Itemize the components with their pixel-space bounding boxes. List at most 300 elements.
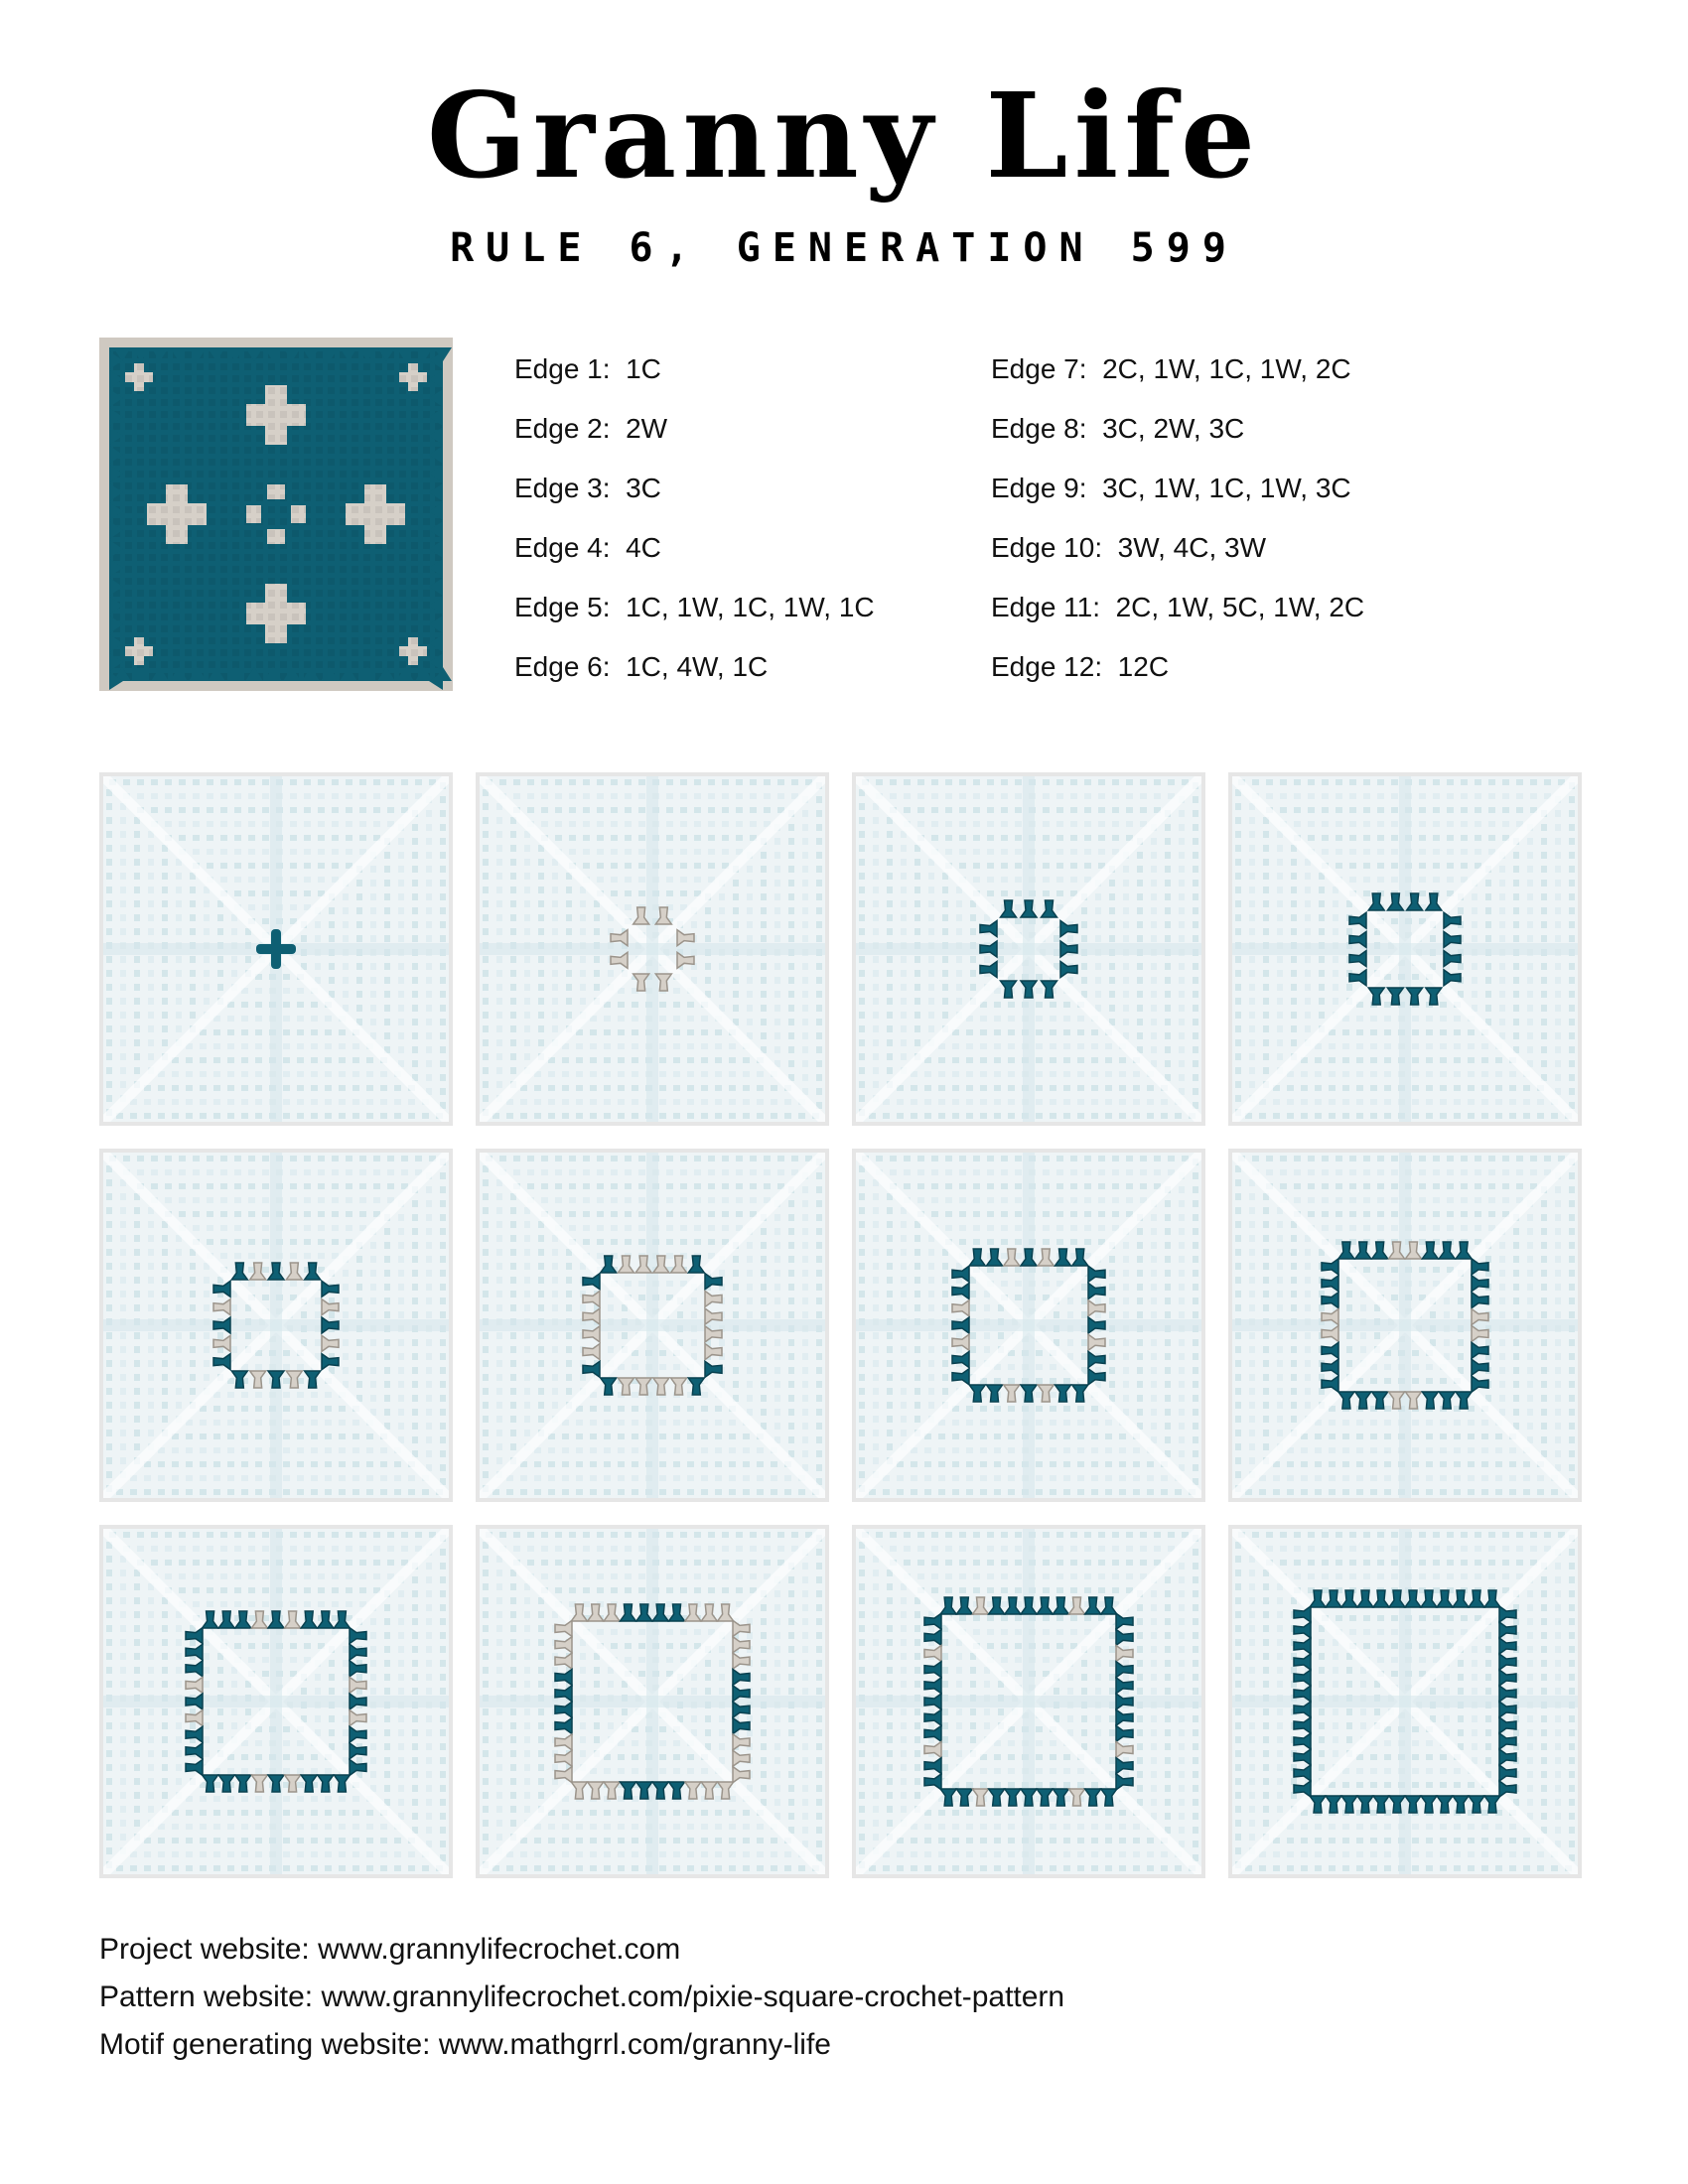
yarn-texture [256, 447, 263, 454]
yarn-texture [209, 387, 215, 394]
yarn-texture [125, 518, 132, 525]
yarn-texture [244, 399, 251, 406]
yarn-texture [304, 566, 311, 573]
yarn-texture [280, 423, 287, 430]
yarn-texture [399, 387, 406, 394]
yarn-texture [304, 602, 311, 609]
yarn-texture [256, 637, 263, 644]
yarn-texture [363, 614, 370, 620]
yarn-texture [340, 506, 347, 513]
yarn-texture [411, 530, 418, 537]
yarn-texture [113, 423, 120, 430]
yarn-texture [316, 649, 323, 656]
yarn-texture [125, 459, 132, 466]
motif-website-link[interactable]: Motif generating website: www.mathgrrl.com/granny-life [99, 2028, 831, 2061]
yarn-texture [125, 399, 132, 406]
yarn-texture [316, 518, 323, 525]
yarn-texture [137, 530, 144, 537]
yarn-texture [161, 625, 168, 632]
yarn-texture [173, 542, 180, 549]
yarn-texture [173, 637, 180, 644]
yarn-texture [232, 399, 239, 406]
yarn-texture [328, 661, 335, 668]
yarn-texture [363, 423, 370, 430]
yarn-texture [185, 387, 192, 394]
edge-row [991, 591, 1364, 650]
yarn-texture [197, 578, 204, 585]
yarn-texture [340, 459, 347, 466]
yarn-texture [280, 411, 287, 418]
yarn-texture [399, 447, 406, 454]
yarn-texture [399, 590, 406, 597]
yarn-texture [363, 399, 370, 406]
yarn-texture [280, 351, 287, 358]
yarn-texture [328, 590, 335, 597]
yarn-texture [363, 506, 370, 513]
yarn-texture [173, 375, 180, 382]
yarn-texture [209, 590, 215, 597]
yarn-texture [423, 554, 430, 561]
yarn-texture [232, 435, 239, 442]
yarn-texture [161, 494, 168, 501]
yarn-texture [399, 435, 406, 442]
yarn-texture [304, 530, 311, 537]
yarn-texture [137, 423, 144, 430]
yarn-texture [280, 447, 287, 454]
yarn-texture [363, 387, 370, 394]
edge-row [991, 531, 1364, 591]
yarn-texture [256, 363, 263, 370]
yarn-texture [173, 614, 180, 620]
yarn-texture [268, 649, 275, 656]
round-diagram-grid [99, 772, 1583, 1880]
yarn-texture [316, 471, 323, 478]
yarn-texture [375, 578, 382, 585]
yarn-texture [352, 530, 358, 537]
round-step-square [852, 772, 1205, 1126]
yarn-texture [161, 435, 168, 442]
yarn-texture [352, 614, 358, 620]
yarn-texture [185, 494, 192, 501]
edge-row [514, 650, 875, 710]
yarn-texture [340, 435, 347, 442]
yarn-texture [185, 447, 192, 454]
yarn-texture [161, 518, 168, 525]
yarn-texture [220, 482, 227, 489]
yarn-texture [387, 602, 394, 609]
yarn-texture [113, 518, 120, 525]
yarn-texture [316, 351, 323, 358]
yarn-texture [173, 530, 180, 537]
yarn-texture [363, 411, 370, 418]
yarn-texture [340, 471, 347, 478]
yarn-texture [256, 602, 263, 609]
yarn-texture [149, 566, 156, 573]
yarn-texture [137, 578, 144, 585]
yarn-texture [292, 459, 299, 466]
edge-label: Edge 6: [514, 651, 611, 682]
yarn-texture [399, 399, 406, 406]
yarn-texture [328, 399, 335, 406]
yarn-texture [304, 423, 311, 430]
yarn-texture [173, 447, 180, 454]
ghost-motif [1228, 772, 1582, 1126]
yarn-texture [352, 375, 358, 382]
yarn-texture [244, 578, 251, 585]
yarn-texture [280, 649, 287, 656]
yarn-texture [340, 625, 347, 632]
yarn-texture [387, 542, 394, 549]
yarn-texture [185, 637, 192, 644]
yarn-texture [304, 435, 311, 442]
yarn-texture [137, 482, 144, 489]
yarn-texture [244, 590, 251, 597]
yarn-texture [423, 590, 430, 597]
yarn-texture [232, 637, 239, 644]
yarn-texture [173, 363, 180, 370]
yarn-texture [232, 482, 239, 489]
yarn-texture [185, 423, 192, 430]
yarn-texture [423, 578, 430, 585]
yarn-texture [280, 506, 287, 513]
yarn-texture [423, 542, 430, 549]
edge-value: 4C [626, 532, 661, 563]
yarn-texture [387, 435, 394, 442]
yarn-texture [149, 459, 156, 466]
yarn-texture [220, 518, 227, 525]
yarn-texture [375, 363, 382, 370]
yarn-texture [209, 423, 215, 430]
edge-value: 2C, 1W, 5C, 1W, 2C [1115, 592, 1365, 622]
yarn-texture [185, 411, 192, 418]
yarn-texture [125, 387, 132, 394]
round-step-square [1228, 1525, 1582, 1878]
yarn-texture [244, 471, 251, 478]
yarn-texture [125, 637, 132, 644]
yarn-texture [137, 661, 144, 668]
yarn-texture [280, 554, 287, 561]
yarn-texture [375, 447, 382, 454]
yarn-texture [232, 625, 239, 632]
yarn-texture [304, 375, 311, 382]
ghost-motif [99, 1525, 453, 1878]
yarn-texture [149, 435, 156, 442]
yarn-texture [232, 387, 239, 394]
yarn-texture [423, 482, 430, 489]
yarn-texture [411, 602, 418, 609]
yarn-texture [411, 471, 418, 478]
yarn-texture [328, 375, 335, 382]
yarn-texture [256, 387, 263, 394]
yarn-texture [125, 411, 132, 418]
yarn-texture [244, 554, 251, 561]
yarn-texture [137, 363, 144, 370]
yarn-texture [173, 482, 180, 489]
yarn-texture [149, 637, 156, 644]
yarn-texture [173, 423, 180, 430]
yarn-texture [125, 554, 132, 561]
yarn-texture [375, 554, 382, 561]
yarn-texture [340, 518, 347, 525]
yarn-texture [125, 542, 132, 549]
yarn-texture [340, 649, 347, 656]
yarn-texture [387, 590, 394, 597]
pattern-website-link[interactable]: Pattern website: www.grannylifecrochet.com/pixie-square-crochet-pattern [99, 1980, 1065, 2013]
yarn-texture [328, 435, 335, 442]
yarn-texture [387, 459, 394, 466]
yarn-texture [137, 459, 144, 466]
yarn-texture [411, 518, 418, 525]
ghost-motif [476, 772, 829, 1126]
edge-row [514, 472, 875, 531]
yarn-texture [173, 554, 180, 561]
yarn-texture [137, 411, 144, 418]
yarn-texture [304, 411, 311, 418]
yarn-texture [375, 590, 382, 597]
yarn-texture [411, 447, 418, 454]
yarn-texture [316, 494, 323, 501]
yarn-texture [280, 435, 287, 442]
yarn-texture [244, 661, 251, 668]
yarn-texture [411, 387, 418, 394]
yarn-texture [161, 459, 168, 466]
yarn-texture [185, 530, 192, 537]
yarn-texture [125, 614, 132, 620]
yarn-texture [125, 578, 132, 585]
yarn-texture [280, 471, 287, 478]
yarn-texture [411, 411, 418, 418]
yarn-texture [423, 459, 430, 466]
yarn-texture [363, 363, 370, 370]
yarn-texture [292, 482, 299, 489]
yarn-texture [340, 363, 347, 370]
yarn-texture [268, 542, 275, 549]
yarn-texture [304, 578, 311, 585]
yarn-texture [411, 649, 418, 656]
yarn-texture [209, 661, 215, 668]
yarn-texture [209, 375, 215, 382]
yarn-texture [197, 399, 204, 406]
yarn-texture [244, 649, 251, 656]
yarn-texture [161, 375, 168, 382]
yarn-texture [161, 578, 168, 585]
yarn-texture [280, 637, 287, 644]
yarn-texture [387, 578, 394, 585]
edge-row [991, 650, 1364, 710]
yarn-texture [209, 554, 215, 561]
yarn-texture [256, 614, 263, 620]
yarn-texture [161, 447, 168, 454]
edge-value: 3W, 4C, 3W [1117, 532, 1267, 563]
yarn-texture [375, 423, 382, 430]
yarn-texture [316, 578, 323, 585]
yarn-texture [423, 530, 430, 537]
yarn-texture [387, 614, 394, 620]
ghost-motif [476, 1525, 829, 1878]
yarn-texture [232, 363, 239, 370]
yarn-texture [197, 637, 204, 644]
yarn-texture [268, 530, 275, 537]
yarn-texture [232, 614, 239, 620]
ghost-motif [852, 1525, 1205, 1878]
yarn-texture [185, 399, 192, 406]
yarn-texture [244, 625, 251, 632]
edge-value: 1C [626, 353, 661, 384]
yarn-texture [173, 661, 180, 668]
project-website-link[interactable]: Project website: www.grannylifecrochet.com [99, 1933, 681, 1966]
yarn-texture [304, 590, 311, 597]
yarn-texture [423, 602, 430, 609]
yarn-texture [328, 614, 335, 620]
yarn-texture [220, 554, 227, 561]
yarn-texture [197, 494, 204, 501]
yarn-texture [209, 363, 215, 370]
yarn-texture [387, 447, 394, 454]
yarn-texture [352, 554, 358, 561]
yarn-texture [161, 602, 168, 609]
yarn-texture [340, 602, 347, 609]
yarn-texture [220, 542, 227, 549]
yarn-texture [352, 590, 358, 597]
yarn-texture [340, 375, 347, 382]
edge-value: 1C, 1W, 1C, 1W, 1C [626, 592, 875, 622]
yarn-texture [244, 566, 251, 573]
yarn-texture [149, 399, 156, 406]
yarn-texture [125, 566, 132, 573]
yarn-texture [352, 506, 358, 513]
yarn-texture [387, 471, 394, 478]
yarn-texture [399, 423, 406, 430]
yarn-texture [137, 506, 144, 513]
yarn-texture [125, 435, 132, 442]
edge-label: Edge 12: [991, 651, 1103, 682]
yarn-texture [232, 375, 239, 382]
yarn-texture [340, 542, 347, 549]
yarn-texture [244, 482, 251, 489]
footer-links [99, 1932, 1064, 2075]
yarn-texture [173, 494, 180, 501]
yarn-texture [292, 554, 299, 561]
yarn-texture [197, 411, 204, 418]
yarn-texture [137, 602, 144, 609]
yarn-texture [161, 482, 168, 489]
yarn-texture [256, 625, 263, 632]
yarn-texture [125, 494, 132, 501]
yarn-texture [173, 625, 180, 632]
yarn-texture [268, 387, 275, 394]
yarn-texture [280, 494, 287, 501]
yarn-texture [149, 471, 156, 478]
yarn-texture [363, 578, 370, 585]
yarn-texture [399, 494, 406, 501]
yarn-texture [209, 578, 215, 585]
yarn-texture [173, 578, 180, 585]
yarn-texture [328, 602, 335, 609]
yarn-texture [161, 363, 168, 370]
yarn-texture [173, 590, 180, 597]
round-step-square [852, 1525, 1205, 1878]
yarn-texture [411, 435, 418, 442]
yarn-texture [304, 459, 311, 466]
yarn-texture [161, 649, 168, 656]
yarn-texture [197, 423, 204, 430]
edge-row [514, 531, 875, 591]
yarn-texture [352, 387, 358, 394]
yarn-texture [185, 435, 192, 442]
yarn-texture [256, 435, 263, 442]
yarn-texture [375, 459, 382, 466]
yarn-texture [220, 471, 227, 478]
yarn-texture [316, 661, 323, 668]
yarn-texture [137, 435, 144, 442]
edge-row [514, 412, 875, 472]
yarn-texture [399, 518, 406, 525]
yarn-texture [137, 471, 144, 478]
yarn-texture [328, 506, 335, 513]
yarn-texture [149, 375, 156, 382]
yarn-texture [268, 399, 275, 406]
yarn-texture [340, 566, 347, 573]
yarn-texture [173, 459, 180, 466]
yarn-texture [328, 494, 335, 501]
yarn-texture [125, 530, 132, 537]
yarn-texture [268, 566, 275, 573]
yarn-texture [185, 625, 192, 632]
yarn-texture [232, 661, 239, 668]
yarn-texture [292, 578, 299, 585]
yarn-texture [268, 471, 275, 478]
yarn-texture [399, 661, 406, 668]
yarn-texture [399, 482, 406, 489]
yarn-texture [161, 566, 168, 573]
yarn-texture [375, 435, 382, 442]
yarn-texture [209, 602, 215, 609]
yarn-texture [387, 661, 394, 668]
yarn-texture [340, 637, 347, 644]
yarn-texture [209, 471, 215, 478]
yarn-texture [161, 637, 168, 644]
yarn-texture [292, 423, 299, 430]
yarn-texture [268, 661, 275, 668]
yarn-texture [292, 649, 299, 656]
yarn-texture [268, 423, 275, 430]
edge-label: Edge 11: [991, 592, 1101, 622]
yarn-texture [220, 399, 227, 406]
yarn-texture [292, 411, 299, 418]
yarn-texture [316, 423, 323, 430]
yarn-texture [137, 387, 144, 394]
yarn-texture [292, 542, 299, 549]
yarn-texture [244, 530, 251, 537]
yarn-texture [399, 566, 406, 573]
yarn-texture [268, 482, 275, 489]
yarn-texture [304, 554, 311, 561]
yarn-texture [220, 506, 227, 513]
yarn-texture [197, 590, 204, 597]
yarn-texture [304, 399, 311, 406]
yarn-texture [149, 506, 156, 513]
yarn-texture [316, 542, 323, 549]
yarn-texture [149, 530, 156, 537]
yarn-texture [185, 566, 192, 573]
yarn-texture [280, 614, 287, 620]
yarn-texture [161, 506, 168, 513]
yarn-texture [220, 423, 227, 430]
yarn-texture [411, 399, 418, 406]
yarn-texture [125, 602, 132, 609]
yarn-texture [292, 614, 299, 620]
yarn-texture [363, 482, 370, 489]
